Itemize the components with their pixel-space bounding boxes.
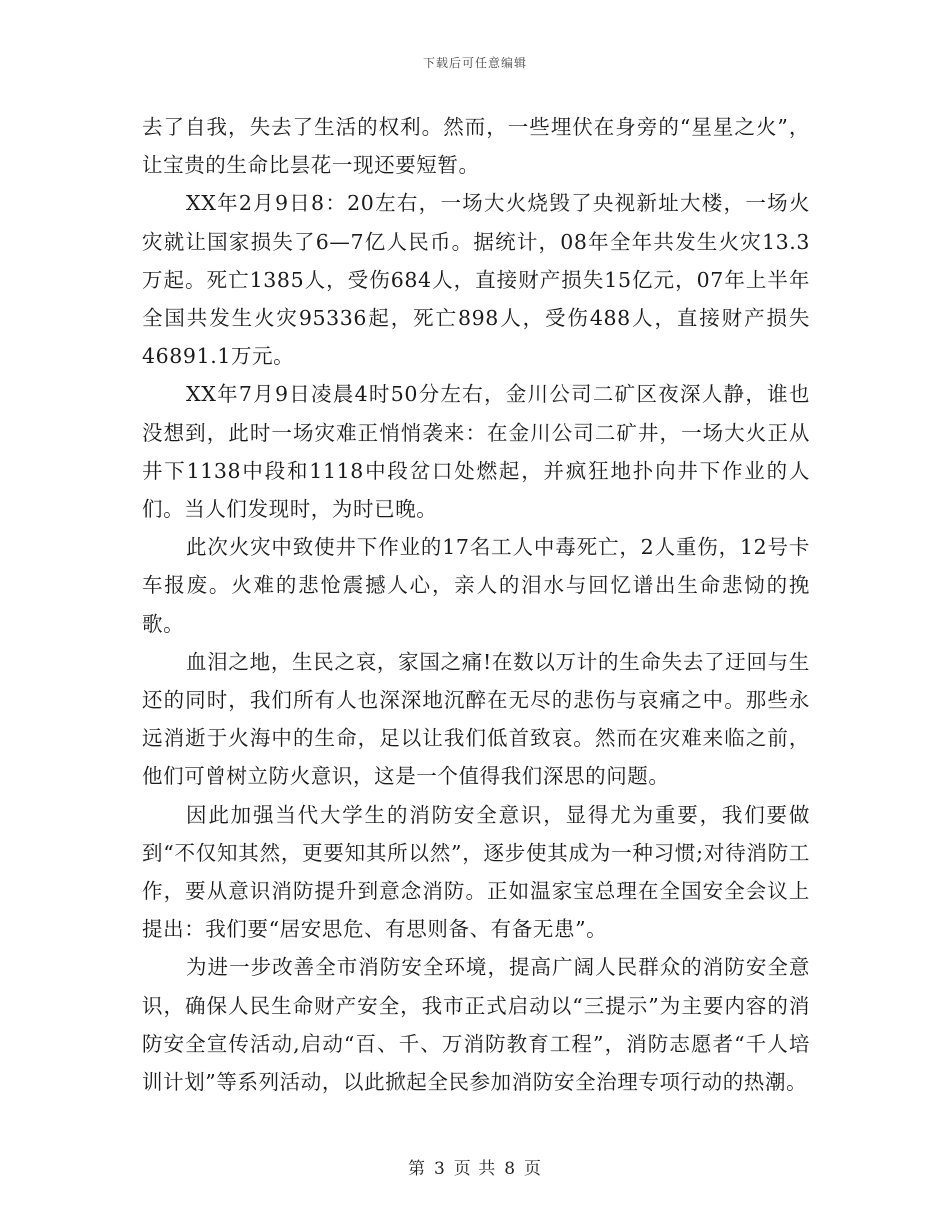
page-header: 下载后可任意编辑 <box>422 56 527 70</box>
paragraph: 因此加强当代大学生的消防安全意识，显得尤为重要，我们要做到“不仅知其然，更要知其所以然”，逐步使其成为一种习惯;对待消防工作，要从意识消防提升到意念消防。正如温家宝总理在全国安全会议上提出：我们要“居安思危、有思则备、有备无患”。 <box>142 802 810 942</box>
current-page-number: 3 <box>433 1159 446 1179</box>
paragraph: XX年7月9日凌晨4时50分左右，金川公司二矿区夜深人静，谁也没想到，此时一场灾难正悄悄袭来：在金川公司二矿井，一场大火正从井下1138中段和1118中段岔口处燃起，并疯狂地扑向井下作业的人们。当人们发现时，为时已晚。 <box>142 382 810 522</box>
total-pages-number: 8 <box>504 1159 517 1179</box>
document-body <box>142 108 810 1101</box>
footer-middle: 页 共 <box>453 1159 497 1179</box>
footer-prefix: 第 <box>407 1159 426 1179</box>
paragraph: XX年2月9日8：20左右，一场大火烧毁了央视新址大楼，一场火灾就让国家损失了6—7亿人民币。据统计，08年全年共发生火灾13.3万起。死亡1385人，受伤684人，直接财产损失15亿元，07年上半年全国共发生火灾95336起，死亡898人，受伤488人，直接财产损失46891.1万元。 <box>142 191 810 369</box>
paragraph: 为进一步改善全市消防安全环境，提高广阔人民群众的消防安全意识，确保人民生命财产安全，我市正式启动以“三提示”为主要内容的消防安全宣传活动,启动“百、千、万消防教育工程”，消防志愿者“千人培训计划”等系列活动，以此掀起全民参加消防安全治理专项行动的热潮。 <box>142 955 810 1095</box>
page-footer <box>0 1154 950 1179</box>
footer-suffix: 页 <box>524 1159 543 1179</box>
paragraph: 血泪之地，生民之哀，家国之痛!在数以万计的生命失去了迂回与生还的同时，我们所有人也深深地沉醉在无尽的悲伤与哀痛之中。那些永远消逝于火海中的生命，足以让我们低首致哀。然而在灾难来临之前，他们可曾树立防火意识，这是一个值得我们深思的问题。 <box>142 649 810 789</box>
paragraph: 此次火灾中致使井下作业的17名工人中毒死亡，2人重伤，12号卡车报废。火难的悲怆震撼人心，亲人的泪水与回忆谱出生命悲恸的挽歌。 <box>142 535 810 636</box>
paragraph: 去了自我，失去了生活的权利。然而，一些埋伏在身旁的“星星之火”，让宝贵的生命比昙花一现还要短暂。 <box>142 115 810 178</box>
